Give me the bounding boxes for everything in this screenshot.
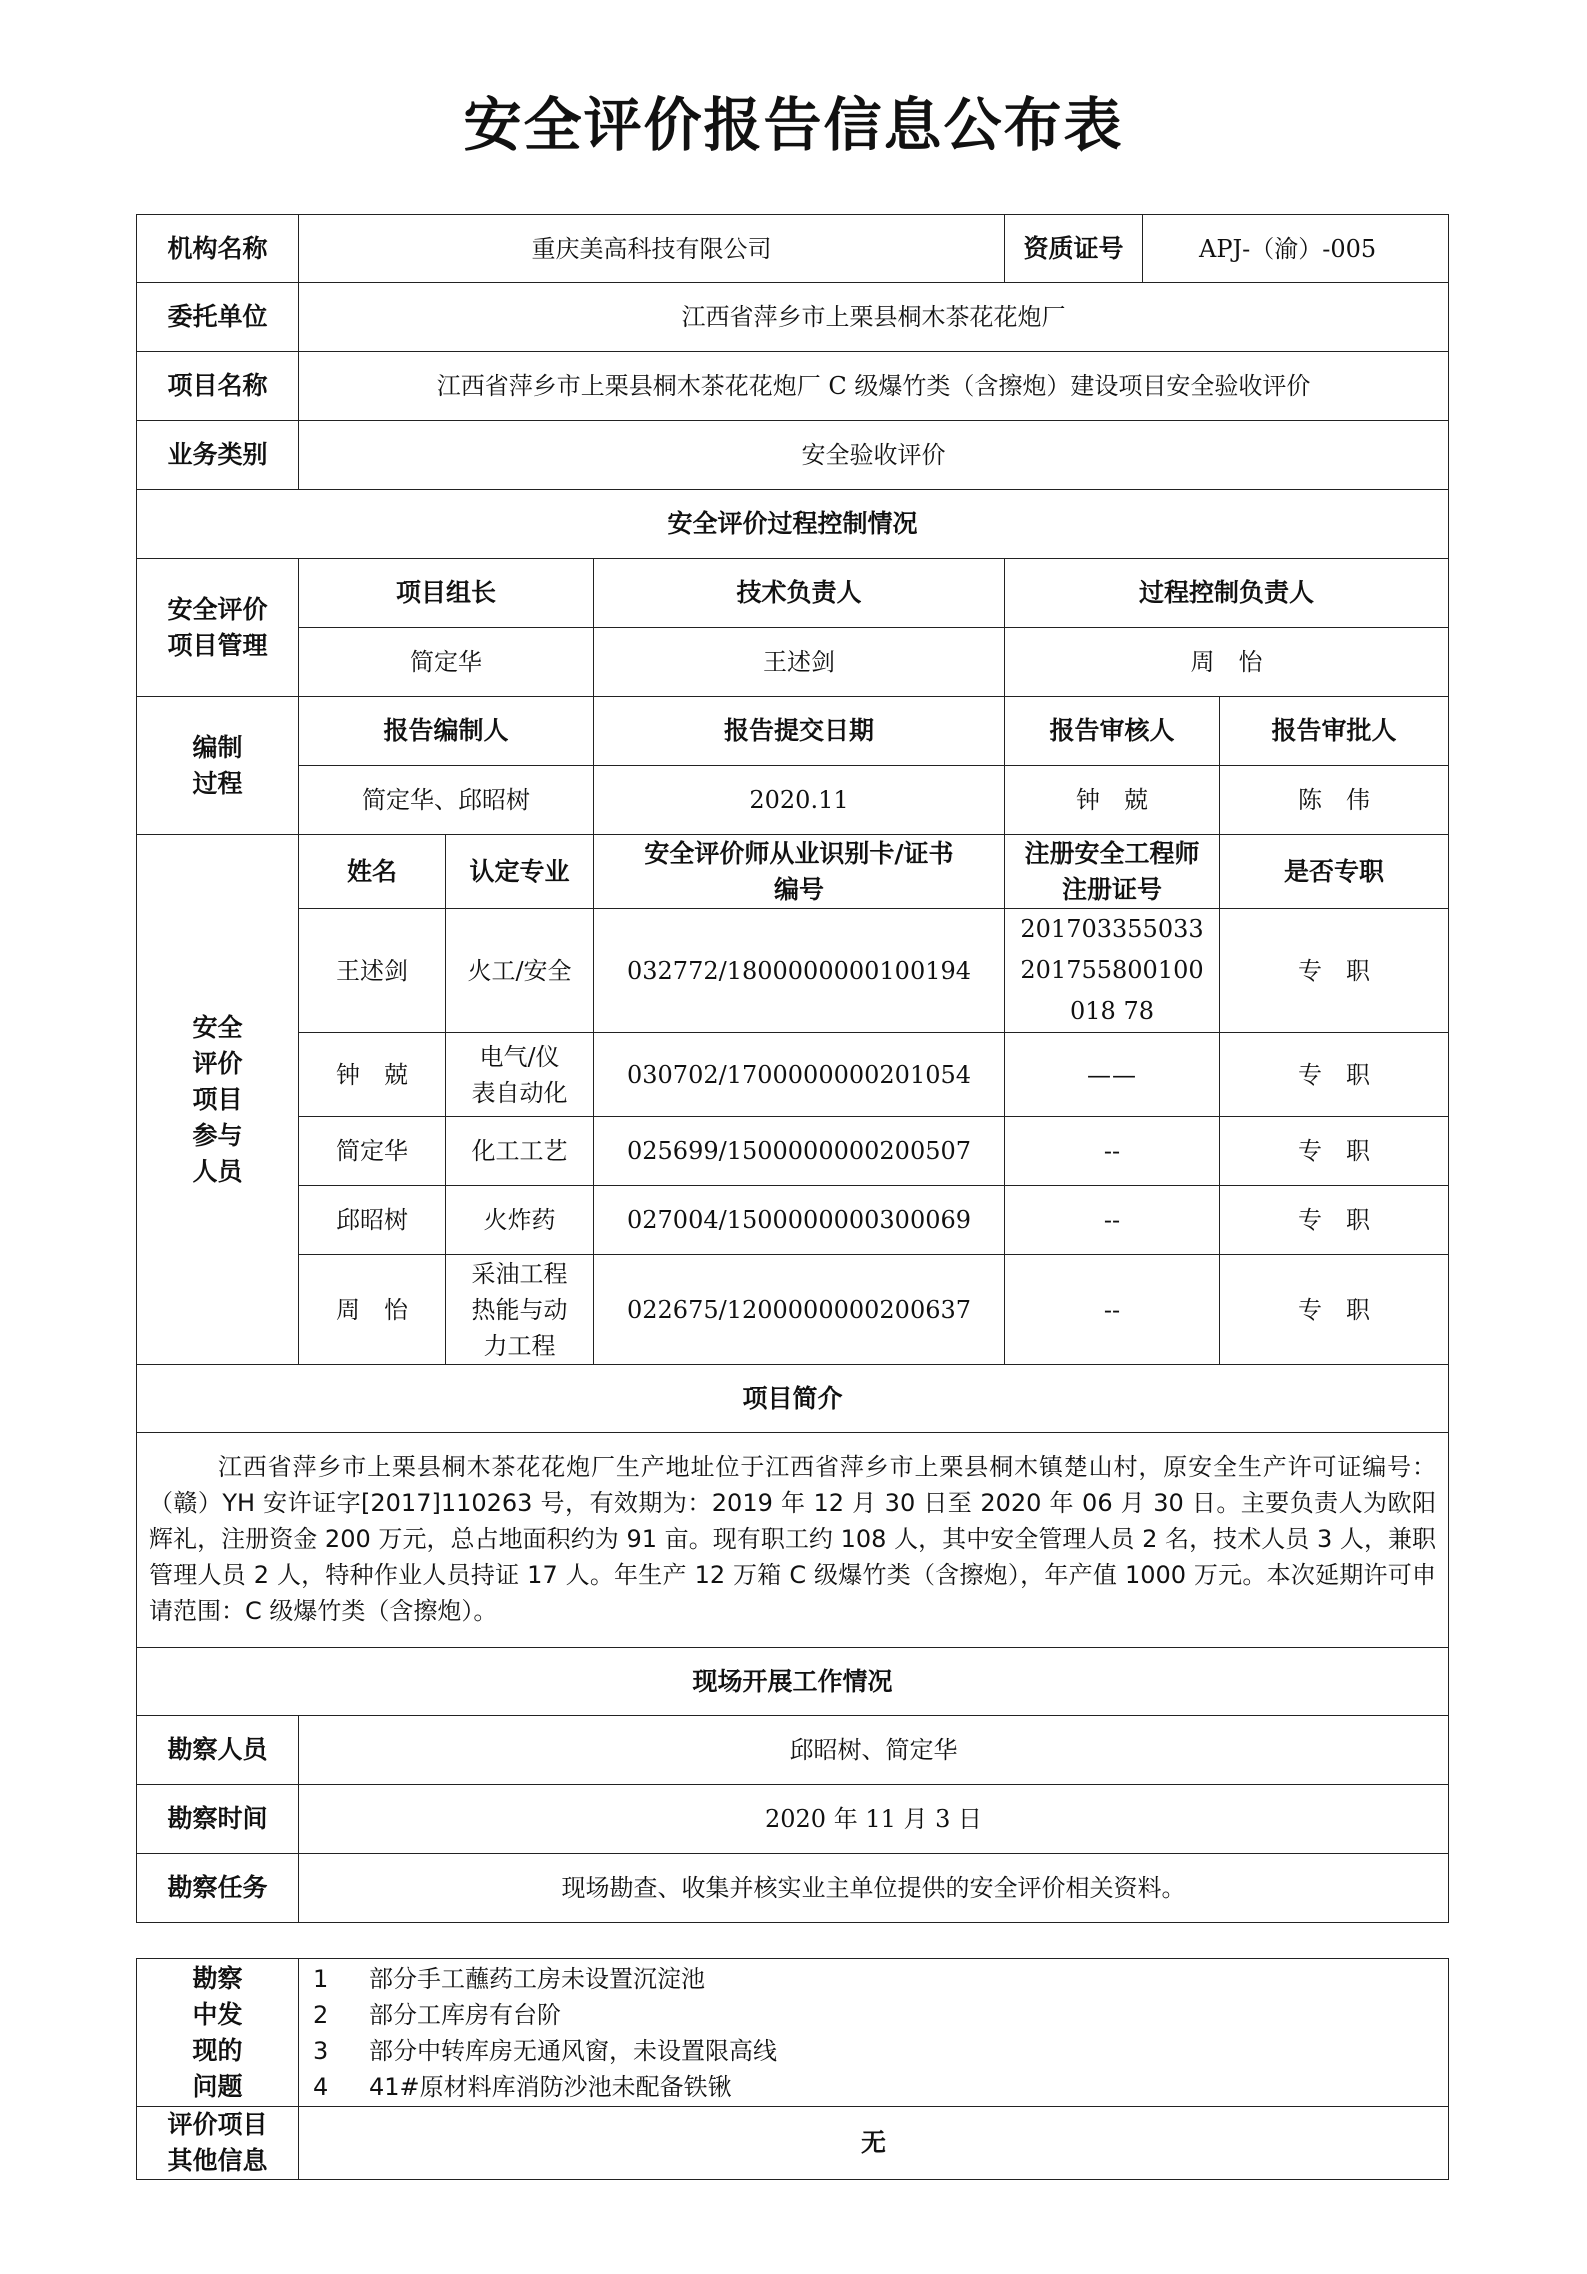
staff-reg: -- (1005, 1255, 1220, 1365)
staff-reg: -- (1005, 1117, 1220, 1186)
management-header-control: 过程控制负责人 (1005, 559, 1449, 628)
staff-header-card-text: 安全评价师从业识别卡/证书编号 (644, 838, 954, 904)
summary-text (137, 1433, 1449, 1648)
staff-header-reg (1005, 835, 1220, 909)
process-header-row (137, 490, 1449, 559)
staff-header-name: 姓名 (299, 835, 446, 909)
business-value: 安全验收评价 (299, 421, 1449, 490)
staff-reg-text: 201703355033201755800100018 78 (1020, 915, 1204, 1025)
staff-card: 032772/1800000000100194 (594, 909, 1005, 1033)
compile-label (137, 697, 299, 835)
client-row (137, 283, 1449, 352)
summary-header-row (137, 1365, 1449, 1433)
compile-value-approver: 陈 伟 (1220, 766, 1449, 835)
staff-name: 简定华 (299, 1117, 446, 1186)
cert-label: 资质证号 (1005, 215, 1143, 283)
site-header-row (137, 1648, 1449, 1716)
summary-header: 项目简介 (137, 1365, 1449, 1433)
management-header-leader: 项目组长 (299, 559, 594, 628)
other-value: 无 (299, 2107, 1449, 2180)
page-title: 安全评价报告信息公布表 (463, 91, 1124, 159)
site-time-row (137, 1785, 1449, 1854)
issues-row (137, 1959, 1449, 2107)
project-label: 项目名称 (137, 352, 299, 421)
project-value: 江西省萍乡市上栗县桐木茶花花炮厂 C 级爆竹类（含擦炮）建设项目安全验收评价 (299, 352, 1449, 421)
compile-header-reviewer: 报告审核人 (1005, 697, 1220, 766)
staff-row (137, 1033, 1449, 1117)
business-row (137, 421, 1449, 490)
staff-major: 火炸药 (446, 1186, 594, 1255)
staff-major-text: 采油工程热能与动力工程 (471, 1259, 568, 1360)
staff-major (446, 1033, 594, 1117)
staff-header-major: 认定专业 (446, 835, 594, 909)
issue-text: 部分中转库房无通风窗，未设置限高线 (369, 2036, 777, 2065)
staff-header-row (137, 835, 1449, 909)
staff-major: 火工/安全 (446, 909, 594, 1033)
client-label: 委托单位 (137, 283, 299, 352)
staff-label-text: 安全评价项目参与人员 (192, 1012, 243, 1186)
org-name-label: 机构名称 (137, 215, 299, 283)
site-time-value: 2020 年 11 月 3 日 (299, 1785, 1449, 1854)
staff-fulltime: 专 职 (1220, 1255, 1449, 1365)
compile-value-row (137, 766, 1449, 835)
staff-major-text: 电气/仪表自动化 (471, 1042, 568, 1107)
staff-row (137, 909, 1449, 1033)
staff-name: 王述剑 (299, 909, 446, 1033)
staff-name: 周 怡 (299, 1255, 446, 1365)
staff-header-reg-text: 注册安全工程师注册证号 (1024, 838, 1200, 904)
other-row (137, 2107, 1449, 2180)
summary-text-body: 江西省萍乡市上栗县桐木茶花花炮厂生产地址位于江西省萍乡市上栗县桐木镇楚山村，原安全生产许可证编号：（赣）YH 安许证字[2017]110263 号，有效期为：2019 年 12 月 30 日至 2020 年 06 月 30 日。主要负责人为欧阳辉礼，注册资金 200 万元，总占地面积约为 91 亩。现有职工约 108 人，其中安全管理人员 2 名，技术人员 3 人，兼职管理人员 2 人，特种作业人员持证 17 人。年生产 12 万箱 C 级爆竹类（含擦炮），年产值 1000 万元。本次延期许可申请范围：C 级爆竹类（含擦炮）。 (149, 1453, 1437, 1625)
cert-value: APJ-（渝）-005 (1143, 215, 1449, 283)
staff-name: 邱昭树 (299, 1186, 446, 1255)
site-task-value: 现场勘查、收集并核实业主单位提供的安全评价相关资料。 (299, 1854, 1449, 1923)
staff-fulltime: 专 职 (1220, 1117, 1449, 1186)
management-label-text: 安全评价项目管理 (167, 594, 268, 660)
issue-text: 部分工库房有台阶 (369, 2000, 561, 2029)
staff-header-card (594, 835, 1005, 909)
other-label-text: 评价项目其他信息 (167, 2110, 268, 2175)
staff-row (137, 1117, 1449, 1186)
issue-item (313, 1997, 1442, 2033)
management-value-row (137, 628, 1449, 697)
compile-value-reviewer: 钟 兢 (1005, 766, 1220, 835)
business-label: 业务类别 (137, 421, 299, 490)
staff-label (137, 835, 299, 1365)
staff-row (137, 1186, 1449, 1255)
staff-card: 022675/1200000000200637 (594, 1255, 1005, 1365)
project-row (137, 352, 1449, 421)
site-time-label: 勘察时间 (137, 1785, 299, 1854)
compile-label-text: 编制过程 (192, 732, 243, 798)
site-staff-row (137, 1716, 1449, 1785)
process-header: 安全评价过程控制情况 (137, 490, 1449, 559)
issue-num: 1 (313, 1964, 329, 1993)
issue-item (313, 1961, 1442, 1997)
staff-row (137, 1255, 1449, 1365)
management-header-tech: 技术负责人 (594, 559, 1005, 628)
staff-reg (1005, 909, 1220, 1033)
site-header: 现场开展工作情况 (137, 1648, 1449, 1716)
staff-reg: —— (1005, 1033, 1220, 1117)
staff-reg: -- (1005, 1186, 1220, 1255)
staff-card: 025699/1500000000200507 (594, 1117, 1005, 1186)
site-task-row (137, 1854, 1449, 1923)
client-value: 江西省萍乡市上栗县桐木茶花花炮厂 (299, 283, 1449, 352)
staff-name: 钟 兢 (299, 1033, 446, 1117)
org-name-value: 重庆美高科技有限公司 (299, 215, 1005, 283)
compile-value-date: 2020.11 (594, 766, 1005, 835)
staff-card: 030702/1700000000201054 (594, 1033, 1005, 1117)
compile-header-date: 报告提交日期 (594, 697, 1005, 766)
issue-text: 部分手工蘸药工房未设置沉淀池 (369, 1964, 705, 1993)
staff-header-fulltime: 是否专职 (1220, 835, 1449, 909)
issue-item (313, 2033, 1442, 2069)
issue-item (313, 2069, 1442, 2105)
compile-header-row (137, 697, 1449, 766)
issue-num: 2 (313, 2000, 329, 2029)
compile-value-author: 简定华、邱昭树 (299, 766, 594, 835)
management-value-tech: 王述剑 (594, 628, 1005, 697)
staff-card: 027004/1500000000300069 (594, 1186, 1005, 1255)
issues-label-text: 勘察中发现的问题 (192, 1963, 243, 2101)
management-label (137, 559, 299, 697)
compile-header-approver: 报告审批人 (1220, 697, 1449, 766)
org-row (137, 215, 1449, 283)
management-value-control: 周 怡 (1005, 628, 1449, 697)
issues-list (299, 1959, 1449, 2107)
issues-label (137, 1959, 299, 2107)
other-label (137, 2107, 299, 2180)
issue-text: 41#原材料库消防沙池未配备铁锹 (369, 2072, 732, 2101)
management-header-row (137, 559, 1449, 628)
site-task-label: 勘察任务 (137, 1854, 299, 1923)
site-staff-value: 邱昭树、简定华 (299, 1716, 1449, 1785)
staff-major (446, 1255, 594, 1365)
issue-num: 4 (313, 2072, 329, 2101)
summary-row (137, 1433, 1449, 1648)
staff-fulltime: 专 职 (1220, 909, 1449, 1033)
info-table (136, 214, 1449, 1923)
site-staff-label: 勘察人员 (137, 1716, 299, 1785)
management-value-leader: 简定华 (299, 628, 594, 697)
issue-num: 3 (313, 2036, 329, 2065)
staff-fulltime: 专 职 (1220, 1186, 1449, 1255)
compile-header-author: 报告编制人 (299, 697, 594, 766)
staff-major: 化工工艺 (446, 1117, 594, 1186)
staff-fulltime: 专 职 (1220, 1033, 1449, 1117)
issues-table (136, 1958, 1449, 2180)
